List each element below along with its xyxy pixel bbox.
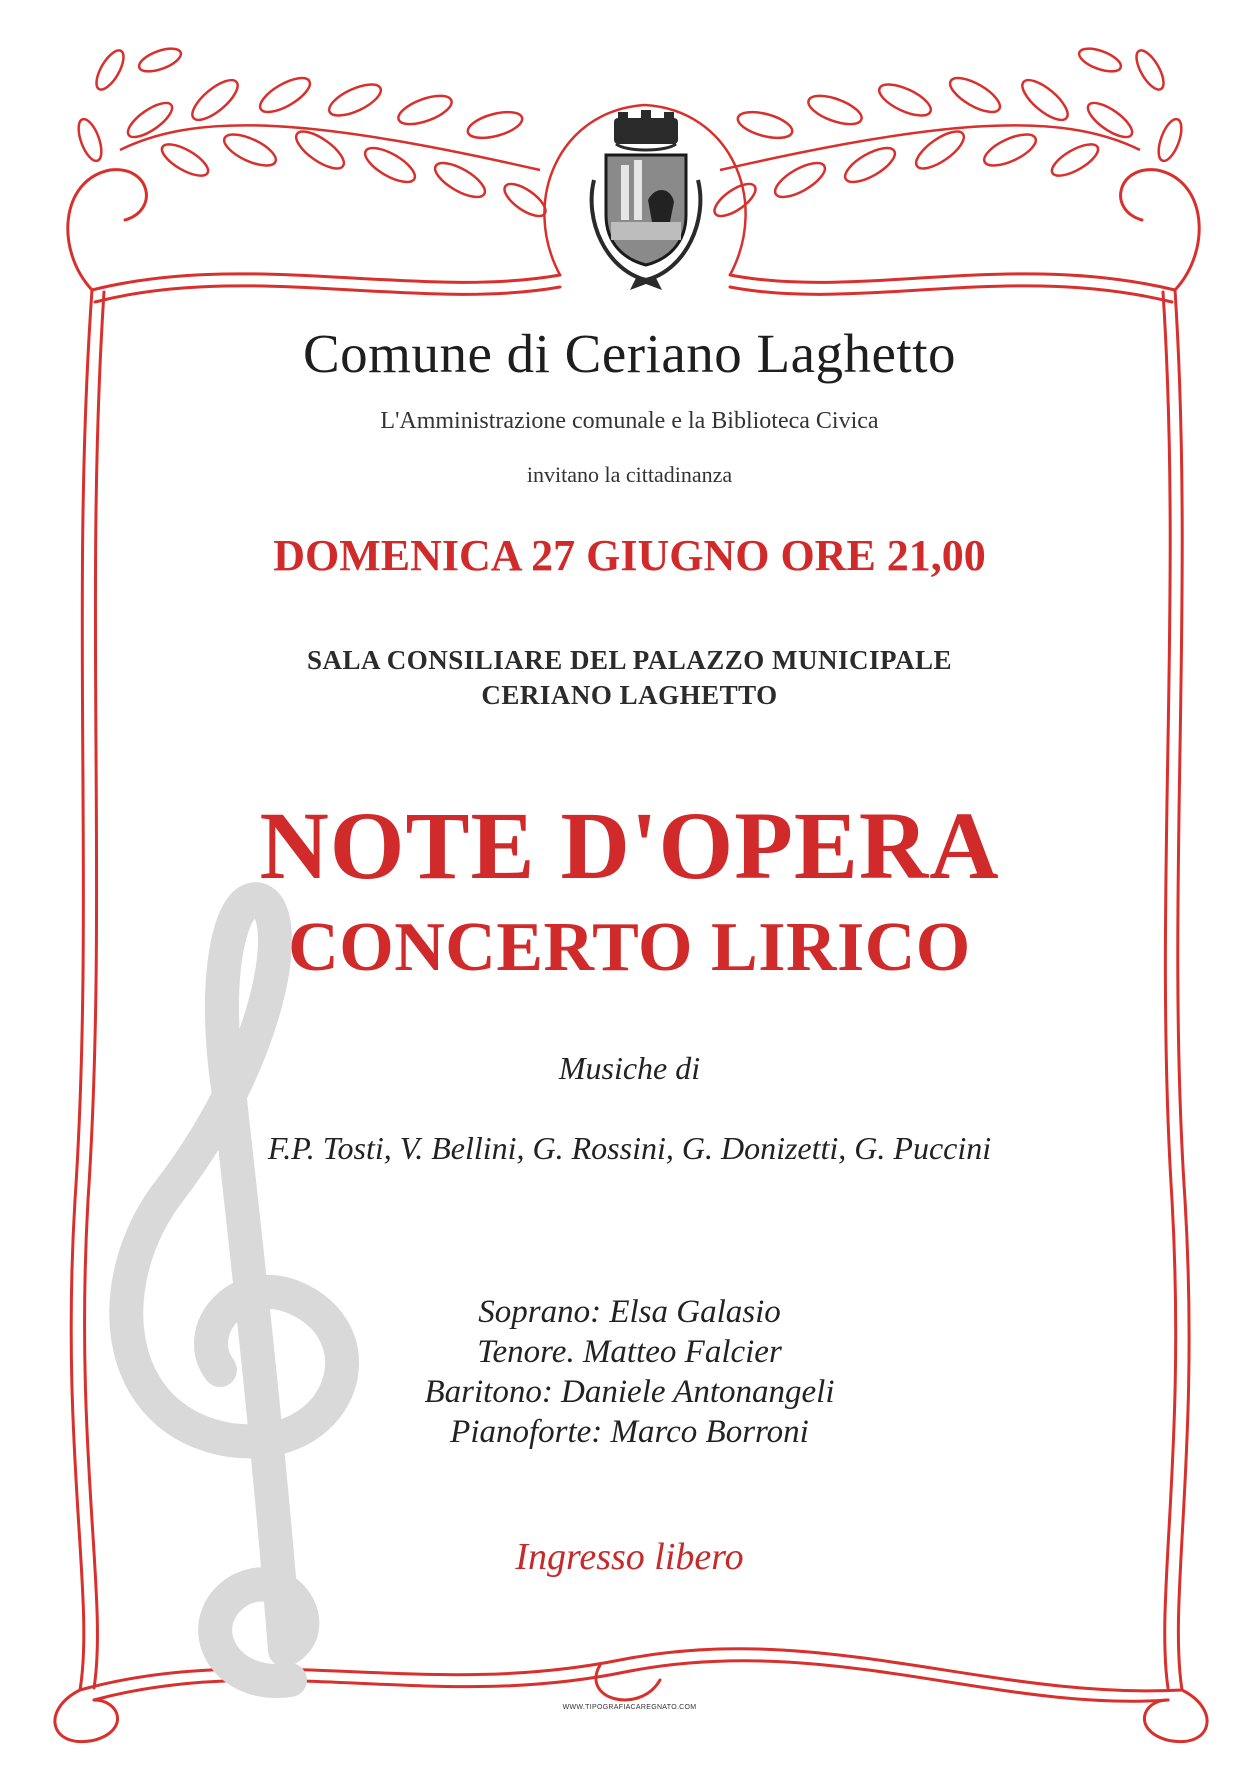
composers-list: F.P. Tosti, V. Bellini, G. Rossini, G. Donizetti, G. Puccini bbox=[267, 1130, 992, 1166]
performer-tenor: Tenore. Matteo Falcier bbox=[477, 1334, 782, 1370]
event-title: NOTE D'OPERA bbox=[259, 792, 1000, 899]
admission-note: Ingresso libero bbox=[515, 1536, 744, 1578]
venue-line-2: CERIANO LAGHETTO bbox=[481, 680, 778, 710]
performers-list bbox=[0, 1292, 1259, 1452]
venue-line-1: SALA CONSILIARE DEL PALAZZO MUNICIPALE bbox=[306, 645, 953, 675]
performer-baritone: Baritono: Daniele Antonangeli bbox=[424, 1374, 835, 1410]
performer-soprano: Soprano: Elsa Galasio bbox=[478, 1294, 781, 1330]
printer-credit: WWW.TIPOGRAFIACAREGNATO.COM bbox=[562, 1704, 697, 1711]
event-subtitle: CONCERTO LIRICO bbox=[288, 909, 971, 986]
municipality-title: Comune di Ceriano Laghetto bbox=[303, 323, 956, 384]
event-date-time: DOMENICA 27 GIUGNO ORE 21,00 bbox=[273, 531, 986, 580]
performer-piano: Pianoforte: Marco Borroni bbox=[450, 1414, 809, 1450]
organizers-line: L'Amministrazione comunale e la Biblioteca Civica bbox=[380, 408, 879, 434]
invitation-line: invitano la cittadinanza bbox=[526, 462, 733, 487]
music-by-label: Musiche di bbox=[558, 1050, 701, 1086]
municipal-coat-of-arms-icon bbox=[566, 110, 726, 295]
